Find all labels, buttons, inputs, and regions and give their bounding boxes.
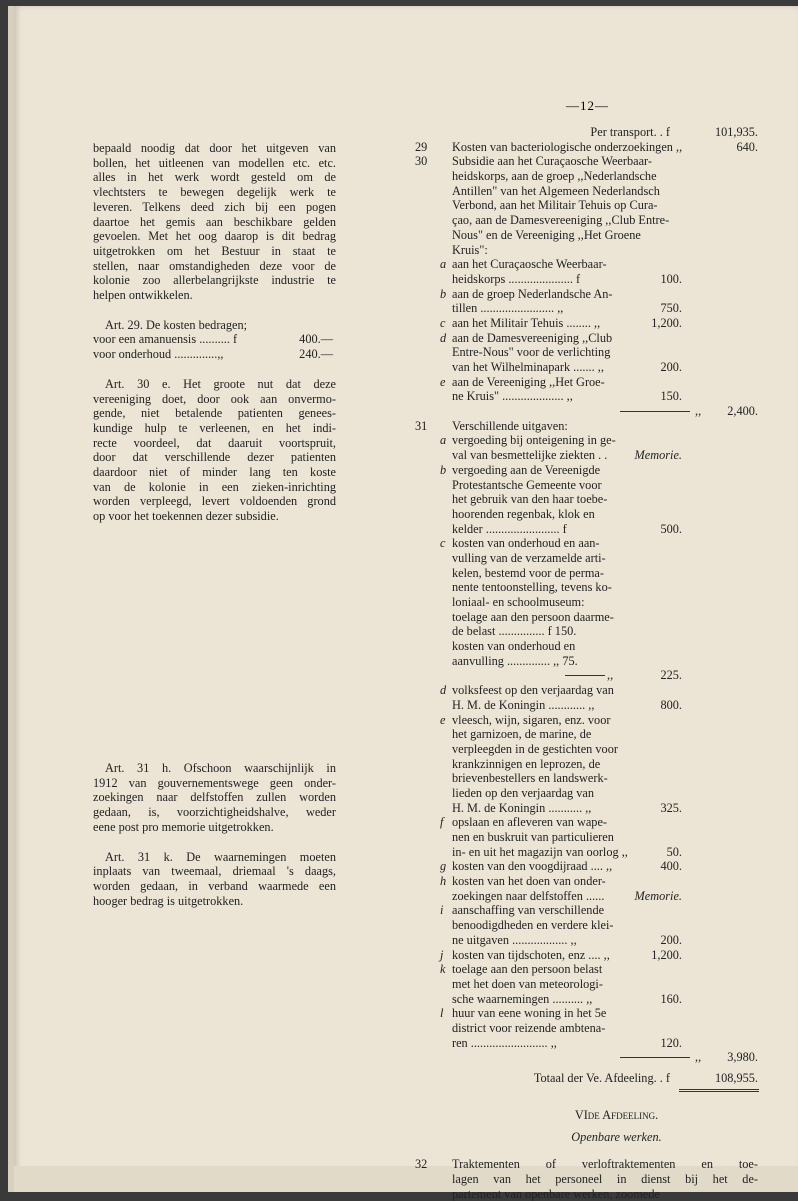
budget-row	[415, 683, 758, 698]
right-column	[415, 125, 758, 1201]
item-text: Antillen" van het Algemeen Nederlandsch	[452, 184, 640, 199]
amount-inner: 160.	[620, 992, 682, 1007]
item-text: van het Wilhelminapark ....... ,,	[452, 360, 640, 375]
budget-row	[415, 977, 758, 992]
item-text: hoorenden regenbak, klok en	[452, 507, 640, 522]
item-text: ren ......................... ,,	[452, 1036, 640, 1051]
art29-rows	[93, 332, 336, 361]
item-text: in- en uit het magazijn van oorlog ,,	[452, 845, 640, 860]
amount-outer: 3,980.	[686, 1050, 758, 1065]
art32-number: 32	[415, 1157, 427, 1172]
budget-row	[415, 654, 758, 669]
amount-inner: 325.	[620, 801, 682, 816]
amount-inner: Memorie.	[620, 448, 682, 463]
item-text: aan het Curaçaosche Weerbaar-	[452, 257, 640, 272]
budget-row	[415, 815, 758, 830]
text-line: bollen, het uitleenen van modellen etc. etc.	[93, 156, 336, 171]
item-letter: d	[440, 683, 452, 698]
art31k-paragraph	[93, 850, 336, 909]
text-line: kundige hulp te verleenen, en het indi-	[93, 421, 336, 436]
amount-inner: 225.	[620, 668, 682, 683]
text-line: worden gedaan, in verband waarmede een	[93, 879, 336, 894]
amount-inner: 120.	[620, 1036, 682, 1051]
budget-row	[415, 874, 758, 889]
amount-inner: 400.	[620, 859, 682, 874]
budget-row	[415, 801, 758, 816]
text-line: helpen ontwikkelen.	[93, 288, 336, 303]
item-text: opslaan en afleveren van wape-	[452, 815, 640, 830]
budget-row	[415, 184, 758, 199]
budget-row	[415, 301, 758, 316]
item-number: 30	[415, 154, 437, 169]
budget-row	[415, 889, 758, 904]
art29-row	[93, 347, 336, 362]
budget-row	[415, 522, 758, 537]
art30-paragraph	[93, 377, 336, 524]
budget-row	[415, 933, 758, 948]
transport-amount: 101,935.	[672, 125, 758, 140]
item-text: Entre-Nous" voor de verlichting	[452, 345, 640, 360]
item-text: aan de groep Nederlandsche An-	[452, 287, 640, 302]
text-line: kolonie zoo allerbelangrijkste industrie te	[93, 273, 336, 288]
amount-inner: 500.	[620, 522, 682, 537]
art31h-paragraph	[93, 761, 336, 835]
item-text: vulling van de verzamelde arti-	[452, 551, 640, 566]
budget-row	[415, 757, 758, 772]
art29-row	[93, 332, 336, 347]
amount-outer: 640.	[686, 140, 758, 155]
text-line: daartoe het gemis aan beschikbare gelden	[93, 215, 336, 230]
budget-row	[415, 448, 758, 463]
subtotal-rule	[620, 1057, 690, 1058]
amount-inner: 1,200.	[620, 316, 682, 331]
budget-row	[415, 698, 758, 713]
budget-row	[415, 316, 758, 331]
item-letter: h	[440, 874, 452, 889]
item-text: kosten van het doen van onder-	[452, 874, 640, 889]
item-letter: a	[440, 257, 452, 272]
item-text: het garnizoen, de marine, de	[452, 727, 640, 742]
amount-inner: 200.	[620, 933, 682, 948]
budget-row	[415, 1050, 758, 1065]
amount-inner: 100.	[620, 272, 682, 287]
item-text: nente tentoonstelling, tevens ko-	[452, 580, 640, 595]
item-text: lieden op den verjaardag van	[452, 786, 640, 801]
item-text: Nous" en de Vereeniging ,,Het Groene	[452, 228, 640, 243]
item-text: tillen ........................ ,,	[452, 301, 640, 316]
item-text: huur van eene woning in het 5e	[452, 1006, 640, 1021]
section-subtitle: Openbare werken.	[475, 1130, 758, 1145]
total-row	[415, 1071, 758, 1086]
left-column-lower	[93, 761, 336, 908]
budget-row	[415, 786, 758, 801]
budget-rows	[415, 140, 758, 1065]
amount-outer: 2,400.	[686, 404, 758, 419]
budget-row	[415, 830, 758, 845]
text-line: zoekingen naar delfstoffen zullen worden	[93, 790, 336, 805]
item-number: 29	[415, 140, 437, 155]
amount-inner: 50.	[620, 845, 682, 860]
art32-text	[452, 1157, 758, 1201]
text-line: leveren. Telkens deed zich bij een pogen	[93, 200, 336, 215]
amount-inner: Memorie.	[620, 889, 682, 904]
total-amount: 108,955.	[672, 1071, 758, 1086]
item-text: Verschillende uitgaven:	[452, 419, 640, 434]
transport-label: Per transport. . f	[590, 125, 670, 140]
text-line: eene post pro memorie uitgetrokken.	[93, 820, 336, 835]
budget-row	[415, 169, 758, 184]
item-text: aanvulling .............. ,, 75.	[452, 654, 640, 669]
item-letter: f	[440, 815, 452, 830]
budget-row	[415, 419, 758, 434]
item-text: kosten van onderhoud en	[452, 639, 640, 654]
inner-rule	[565, 675, 605, 676]
item-text: district voor reizende ambtena-	[452, 1021, 640, 1036]
item-text: kosten van tijdschoten, enz .... ,,	[452, 948, 640, 963]
budget-row	[415, 345, 758, 360]
item-text: Verbond, aan het Militair Tehuis op Cura-	[452, 198, 640, 213]
text-line: gedaan, is, voorzichtigheidshalve, weder	[93, 805, 336, 820]
total-rule	[679, 1089, 759, 1092]
item-letter: c	[440, 316, 452, 331]
item-letter: e	[440, 375, 452, 390]
item-text: met het doen van meteorologi-	[452, 977, 640, 992]
amount-inner: 150.	[620, 389, 682, 404]
text-line: van de kolonie in een zieken-inrichting	[93, 480, 336, 495]
text-line: Art. 31 k. De waarnemingen moeten	[93, 850, 336, 865]
budget-row	[415, 389, 758, 404]
item-letter: l	[440, 1006, 452, 1021]
budget-row	[415, 962, 758, 977]
item-letter: c	[440, 536, 452, 551]
item-text: het gebruik van den haar toebe-	[452, 492, 640, 507]
budget-row	[415, 272, 758, 287]
budget-row	[415, 903, 758, 918]
art29-amount: 240.—	[283, 347, 333, 362]
item-text: loniaal- en schoolmuseum:	[452, 595, 640, 610]
item-text: kelen, bestemd voor de perma-	[452, 566, 640, 581]
budget-row	[415, 433, 758, 448]
ditto-mark: ,,	[695, 404, 701, 419]
text-line: worden verpleegd, levert voldoenden grond	[93, 494, 336, 509]
text-line: alles in het werk wordt gesteld om de	[93, 170, 336, 185]
budget-row	[415, 154, 758, 169]
budget-row	[415, 566, 758, 581]
budget-row	[415, 551, 758, 566]
item-letter: k	[440, 962, 452, 977]
budget-row	[415, 918, 758, 933]
item-letter: j	[440, 948, 452, 963]
item-letter: a	[440, 433, 452, 448]
item-letter: b	[440, 463, 452, 478]
item-text: val van besmettelijke ziekten . .	[452, 448, 640, 463]
item-text: ne uitgaven .................. ,,	[452, 933, 640, 948]
item-text: volksfeest op den verjaardag van	[452, 683, 640, 698]
item-text: nen en buskruit van particulieren	[452, 830, 640, 845]
budget-row	[415, 771, 758, 786]
text-line: 1912 van gouvernementswege geen onder-	[93, 776, 336, 791]
budget-row	[415, 257, 758, 272]
item-letter: e	[440, 713, 452, 728]
section-title: VIde Afdeeling.	[475, 1108, 758, 1123]
item-text: H. M. de Koningin ............ ,,	[452, 698, 640, 713]
item-text: heidskorps ..................... f	[452, 272, 640, 287]
item-text: vergoeding aan de Vereenigde	[452, 463, 640, 478]
budget-row	[415, 624, 758, 639]
item-text: H. M. de Koningin ........... ,,	[452, 801, 640, 816]
item-text: kelder ........................ f	[452, 522, 640, 537]
left-column	[93, 141, 336, 524]
art29-amount: 400.—	[283, 332, 333, 347]
total-label: Totaal der Ve. Afdeeling. . f	[534, 1071, 670, 1086]
budget-row	[415, 727, 758, 742]
item-text: brievenbestellers en landswerk-	[452, 771, 640, 786]
text-line: op voor het toekennen dezer subsidie.	[93, 509, 336, 524]
transport-row	[415, 125, 758, 140]
item-text: toelage aan den persoon daarme-	[452, 610, 640, 625]
budget-row	[415, 1036, 758, 1051]
item-text: çao, aan de Damesvereeniging ,,Club Entre-	[452, 213, 640, 228]
item-text: Kruis":	[452, 243, 640, 258]
item-text: sche waarnemingen .......... ,,	[452, 992, 640, 1007]
text-line: door dat verschillende dezer patienten	[93, 450, 336, 465]
item-text: Subsidie aan het Curaçaosche Weerbaar-	[452, 154, 640, 169]
budget-row	[415, 639, 758, 654]
item-letter: d	[440, 331, 452, 346]
budget-row	[415, 287, 758, 302]
art32-block	[415, 1157, 758, 1201]
item-text: verpleegden in de gestichten voor	[452, 742, 640, 757]
budget-row	[415, 536, 758, 551]
item-text: kosten van den voogdijraad .... ,,	[452, 859, 640, 874]
budget-row	[415, 1006, 758, 1021]
budget-row	[415, 610, 758, 625]
item-letter: g	[440, 859, 452, 874]
ditto-mark: ,,	[695, 1050, 701, 1065]
text-line: Traktementen of verloftraktementen en toe-	[452, 1157, 758, 1172]
item-text: aan het Militair Tehuis ........ ,,	[452, 316, 640, 331]
item-text: benoodigdheden en verdere klei-	[452, 918, 640, 933]
amount-inner: 1,200.	[620, 948, 682, 963]
text-line: vlechtsters te bewegen degelijk werk te	[93, 185, 336, 200]
item-text: aanschaffing van verschillende	[452, 903, 640, 918]
item-text: vergoeding bij onteigening in ge-	[452, 433, 640, 448]
text-line: vereeniging doet, door ook aan onvermo-	[93, 392, 336, 407]
ditto-mark: ,,	[607, 668, 613, 683]
budget-row	[415, 243, 758, 258]
item-letter: b	[440, 287, 452, 302]
budget-row	[415, 213, 758, 228]
item-text: heidskorps, aan de groep ,,Nederlandsche	[452, 169, 640, 184]
budget-row	[415, 507, 758, 522]
subtotal-rule	[620, 411, 690, 412]
budget-row	[415, 404, 758, 419]
art29-label: voor een amanuensis .......... f	[93, 332, 237, 347]
text-line: lagen van het personeel in dienst bij het de-	[452, 1172, 758, 1187]
item-letter: i	[440, 903, 452, 918]
budget-row	[415, 198, 758, 213]
text-line: daardoor niet of minder lang ten koste	[93, 465, 336, 480]
text-line: bepaald noodig dat door het uitgeven van	[93, 141, 336, 156]
item-text: aan de Damesvereeniging ,,Club	[452, 331, 640, 346]
art29-label: voor onderhoud ..............,,	[93, 347, 223, 362]
item-text: Protestantsche Gemeente voor	[452, 478, 640, 493]
budget-row	[415, 948, 758, 963]
item-text: de belast ............... f 150.	[452, 624, 640, 639]
text-line: hooger bedrag is uitgetrokken.	[93, 894, 336, 909]
item-text: toelage aan den persoon belast	[452, 962, 640, 977]
budget-row	[415, 375, 758, 390]
budget-row	[415, 992, 758, 1007]
intro-paragraph	[93, 141, 336, 303]
budget-row	[415, 331, 758, 346]
art29-title: Art. 29. De kosten bedragen;	[93, 318, 336, 333]
item-text: aan de Vereeniging ,,Het Groe-	[452, 375, 640, 390]
budget-row	[415, 492, 758, 507]
text-line: inplaats van tweemaal, driemaal 's daags,	[93, 864, 336, 879]
budget-row	[415, 845, 758, 860]
item-text: krankzinnigen en leprozen, de	[452, 757, 640, 772]
amount-inner: 800.	[620, 698, 682, 713]
text-line: recte voordeel, dat daaruit voortspruit,	[93, 436, 336, 451]
budget-row	[415, 463, 758, 478]
amount-inner: 750.	[620, 301, 682, 316]
page-number: —12—	[566, 98, 609, 114]
item-text: Kosten van bacteriologische onderzoekingen ,,	[452, 140, 682, 155]
budget-row	[415, 668, 758, 683]
budget-row	[415, 859, 758, 874]
budget-row	[415, 742, 758, 757]
text-line: uitgetrokken om het Bestuur in staat te	[93, 244, 336, 259]
text-line: stellen, naar omstandigheden deze voor de	[93, 259, 336, 274]
budget-row	[415, 228, 758, 243]
budget-row	[415, 360, 758, 375]
item-text: zoekingen naar delfstoffen ......	[452, 889, 640, 904]
item-text: kosten van onderhoud en aan-	[452, 536, 640, 551]
budget-row	[415, 595, 758, 610]
budget-row	[415, 140, 758, 155]
amount-inner: 200.	[620, 360, 682, 375]
budget-row	[415, 1021, 758, 1036]
text-line: Art. 31 h. Ofschoon waarschijnlijk in	[93, 761, 336, 776]
item-text: vleesch, wijn, sigaren, enz. voor	[452, 713, 640, 728]
text-line: partement van openbare werken, zoomede	[452, 1187, 758, 1201]
text-line: Art. 30 e. Het groote nut dat deze	[93, 377, 336, 392]
item-text: ne Kruis" .................... ,,	[452, 389, 640, 404]
budget-row	[415, 713, 758, 728]
budget-row	[415, 478, 758, 493]
budget-row	[415, 580, 758, 595]
item-number: 31	[415, 419, 437, 434]
text-line: gende, niet betalende patienten genees-	[93, 406, 336, 421]
text-line: gevoelen. Met het oog daarop is dit bedrag	[93, 229, 336, 244]
